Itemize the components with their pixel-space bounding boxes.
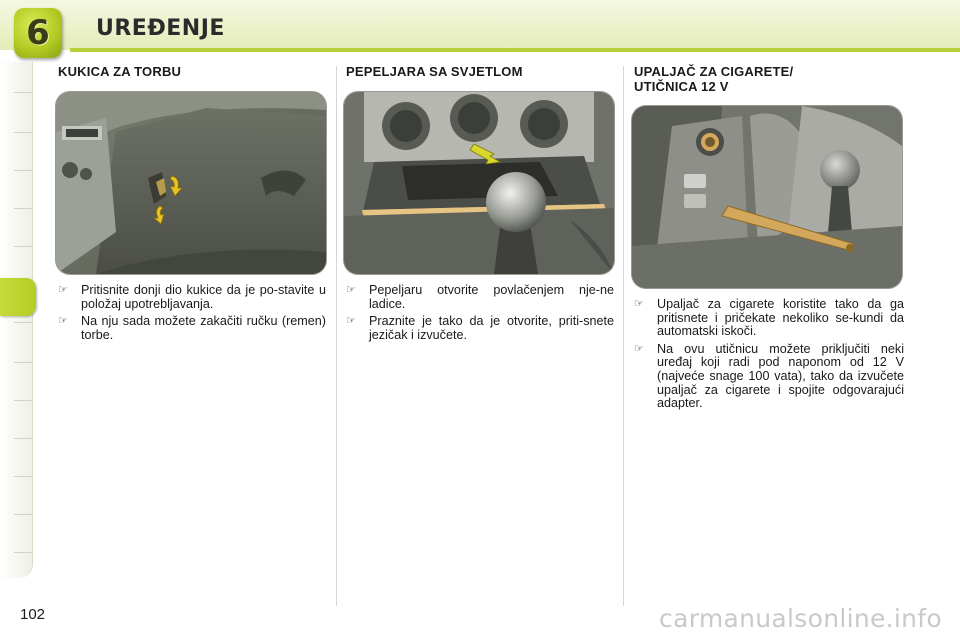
side-tab[interactable] <box>14 170 32 171</box>
pointing-hand-icon: ☞ <box>634 298 644 310</box>
list-item <box>346 315 614 342</box>
bag-hook-instructions <box>58 284 326 346</box>
instruction-text: Na ovu utičnicu možete priključiti neki uređaj koji radi pod naponom od 12 V (najveće snage 100 vata), tako da izvučete upaljač za cigarete i spojite odgovarajući adapter. <box>657 341 904 411</box>
side-tab[interactable] <box>14 92 32 93</box>
instruction-text: Na nju sada možete zakačiti ručku (remen) torbe. <box>81 314 326 342</box>
side-tab[interactable] <box>14 438 32 439</box>
side-tab[interactable] <box>14 132 32 133</box>
section-title-cigarette-lighter <box>634 64 793 94</box>
side-tab[interactable] <box>14 208 32 209</box>
side-tab[interactable] <box>14 514 32 515</box>
header-rule <box>70 48 960 52</box>
side-tab-active[interactable] <box>0 278 36 316</box>
pointing-hand-icon: ☞ <box>58 315 68 328</box>
watermark: carmanualsonline.info <box>659 604 942 633</box>
instruction-text: Praznite je tako da je otvorite, priti-snete jezičak i izvučete. <box>369 314 614 342</box>
list-item <box>634 343 904 411</box>
side-tab[interactable] <box>14 322 32 323</box>
list-item <box>58 315 326 342</box>
side-tab[interactable] <box>14 400 32 401</box>
ashtray-instructions <box>346 284 614 346</box>
chapter-badge <box>14 8 62 58</box>
section-title-bag-hook <box>58 64 181 79</box>
chapter-title: UREĐENJE <box>96 16 225 41</box>
section-title-line: KUKICA ZA TORBU <box>58 64 182 79</box>
list-item <box>634 298 904 339</box>
bag-hook-photo <box>56 92 326 274</box>
side-tab[interactable] <box>14 362 32 363</box>
ashtray-photo <box>344 92 614 274</box>
column-divider <box>623 66 624 606</box>
cigarette-lighter-photo <box>632 106 902 288</box>
section-title-line: UPALJAČ ZA CIGARETE/ <box>634 64 794 79</box>
list-item <box>346 284 614 311</box>
chapter-number: 6 <box>26 13 50 53</box>
column-divider <box>336 66 337 606</box>
instruction-text: Upaljač za cigarete koristite tako da ga pritisnete i pričekate nekoliko se-kundi da automatski iskoči. <box>657 297 904 339</box>
instruction-text: Pritisnite donji dio kukice da je po-stavite u položaj upotrebljavanja. <box>81 283 326 311</box>
side-tab[interactable] <box>14 246 32 247</box>
side-tab[interactable] <box>14 552 32 553</box>
pointing-hand-icon: ☞ <box>346 315 356 328</box>
side-tab-strip <box>0 62 33 578</box>
section-title-ashtray <box>346 64 523 79</box>
section-title-line: PEPELJARA SA SVJETLOM <box>346 64 523 79</box>
side-tab[interactable] <box>14 476 32 477</box>
cigarette-lighter-instructions <box>634 298 904 415</box>
section-title-line: UTIČNICA 12 V <box>634 79 729 94</box>
page-number: 102 <box>20 606 46 623</box>
pointing-hand-icon: ☞ <box>346 284 356 296</box>
list-item <box>58 284 326 311</box>
instruction-text: Pepeljaru otvorite povlačenjem nje-ne ladice. <box>369 283 614 311</box>
pointing-hand-icon: ☞ <box>58 284 68 296</box>
pointing-hand-icon: ☞ <box>634 342 644 355</box>
